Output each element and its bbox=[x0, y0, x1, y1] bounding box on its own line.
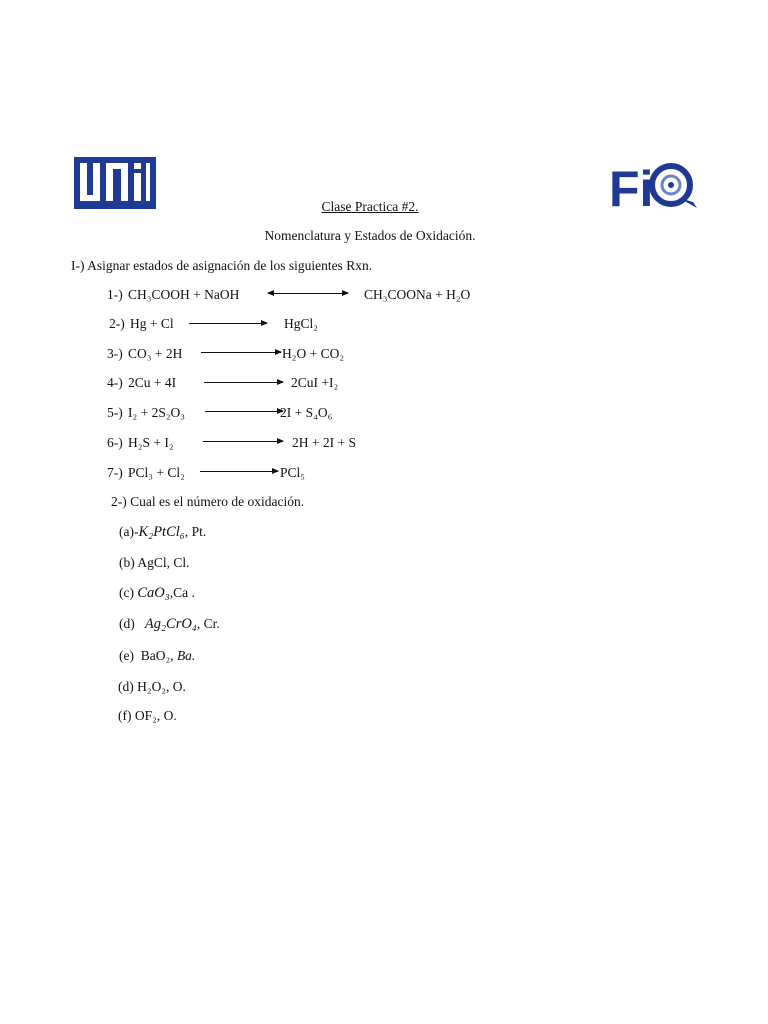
reaction-number: 4-) bbox=[107, 375, 123, 390]
reaction-reactants: CH₃COOH + NaOH bbox=[128, 287, 240, 302]
list-item bbox=[119, 555, 190, 571]
list-item bbox=[118, 708, 177, 724]
item-label: (b) bbox=[119, 555, 135, 570]
item-element: ,Ca . bbox=[169, 585, 195, 600]
reaction-number: 5-) bbox=[107, 405, 123, 420]
reaction-reactants: Hg + Cl bbox=[130, 316, 174, 331]
item-formula: CaO₃ bbox=[137, 585, 170, 601]
item-label: (a)- bbox=[119, 524, 139, 539]
list-item bbox=[119, 585, 195, 601]
reaction-reactants: 2Cu + 4I bbox=[128, 375, 177, 390]
reaction-products: CH₃COONa + H₂O bbox=[364, 287, 471, 302]
item-label: (e) bbox=[119, 648, 134, 663]
page-title: Clase Practica #2. bbox=[321, 199, 419, 214]
reaction-reactants: CO₃ + 2H bbox=[128, 346, 183, 361]
item-element: , Cr. bbox=[196, 616, 220, 631]
item-label: (c) bbox=[119, 585, 134, 600]
reaction-number: 2-) bbox=[109, 316, 125, 331]
reaction-number: 1-) bbox=[107, 287, 123, 302]
item-formula: K₂PtCl₆ bbox=[138, 524, 185, 540]
section2-heading: 2-) Cual es el número de oxidación. bbox=[111, 494, 305, 509]
reaction-products: H₂O + CO₂ bbox=[282, 346, 345, 361]
right-arrow-icon bbox=[201, 352, 281, 353]
item-element: , Pt. bbox=[184, 524, 207, 539]
right-arrow-icon bbox=[189, 323, 267, 324]
right-arrow-icon bbox=[200, 471, 278, 472]
reaction-number: 7-) bbox=[107, 465, 123, 480]
reaction-products: PCl₅ bbox=[280, 465, 305, 480]
list-item bbox=[119, 648, 195, 664]
right-arrow-icon bbox=[204, 382, 283, 383]
reaction-products: 2CuI +I₂ bbox=[291, 375, 339, 390]
list-item bbox=[119, 616, 220, 632]
right-arrow-icon bbox=[203, 441, 283, 442]
item-formula: BaO₂, bbox=[140, 648, 174, 663]
reaction-number: 6-) bbox=[107, 435, 123, 450]
reaction-number: 3-) bbox=[107, 346, 123, 361]
list-item bbox=[119, 524, 206, 540]
reaction-reactants: PCl₃ + Cl₂ bbox=[128, 465, 185, 480]
item-label: (d) bbox=[118, 679, 134, 694]
reaction-reactants: I₂ + 2S₂O₃ bbox=[128, 405, 185, 420]
reaction-reactants: H₂S + I₂ bbox=[128, 435, 174, 450]
item-formula: Ag₂CrO₄ bbox=[144, 616, 197, 632]
item-element: Ba. bbox=[176, 648, 196, 663]
double-arrow-icon bbox=[268, 293, 348, 294]
item-formula: H₂O₂, O. bbox=[137, 679, 186, 694]
reaction-products: HgCl₂ bbox=[284, 316, 318, 331]
right-arrow-icon bbox=[205, 411, 283, 412]
svg-text:Fi: Fi bbox=[609, 161, 654, 210]
list-item bbox=[118, 679, 186, 695]
item-label: (f) bbox=[118, 708, 132, 723]
page-subtitle: Nomenclatura y Estados de Oxidación. bbox=[264, 228, 476, 243]
item-formula: AgCl, Cl. bbox=[137, 555, 190, 570]
reaction-products: 2H + 2I + S bbox=[292, 435, 356, 450]
reaction-products: 2I + S₄O₆ bbox=[280, 405, 333, 420]
item-formula: OF₂, O. bbox=[134, 708, 177, 723]
section1-heading: I-) Asignar estados de asignación de los siguientes Rxn. bbox=[71, 258, 373, 273]
item-label: (d) bbox=[119, 616, 135, 631]
